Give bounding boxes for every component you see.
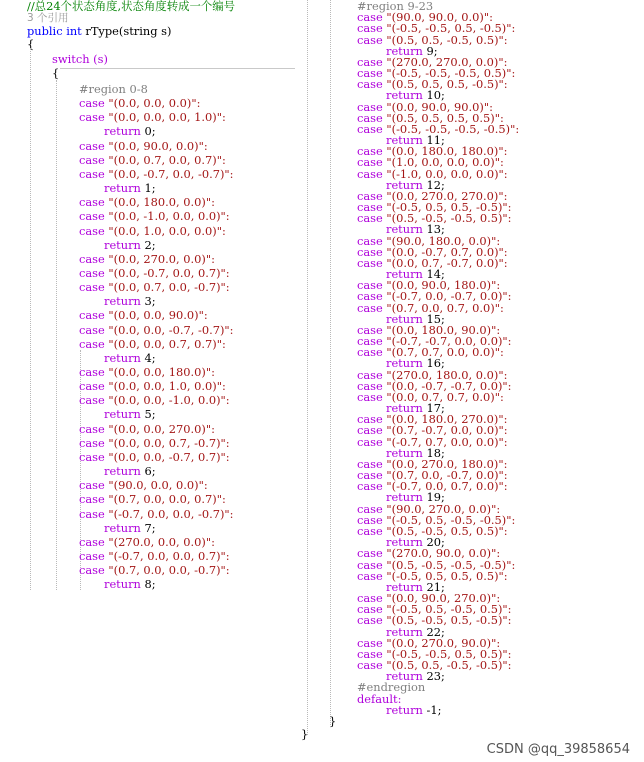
return-statement xyxy=(104,126,156,137)
return-statement xyxy=(104,296,156,307)
case-keyword: case xyxy=(79,195,109,210)
case-keyword: case xyxy=(357,512,387,527)
case-string: "(0.5, 0.5, 0.5, 0.5)": xyxy=(386,110,504,125)
case-string: "(0.0, 0.7, -0.7, 0.0)": xyxy=(386,255,508,270)
case-string: "(0.0, 180.0, 90.0)": xyxy=(386,322,501,337)
case-string: "(0.7, 0.0, -0.7, 0.0)": xyxy=(386,468,508,483)
case-label xyxy=(79,548,230,563)
case-string: "(-0.7, 0.7, 0.0, 0.0)": xyxy=(386,434,508,449)
return-value: 3; xyxy=(144,294,156,309)
return-value: 15; xyxy=(426,311,445,326)
return-value: 18; xyxy=(426,445,445,460)
case-string: "(0.0, 0.0, 270.0)": xyxy=(108,421,215,436)
switch-open-brace: { xyxy=(52,66,60,80)
case-keyword: case xyxy=(357,389,387,404)
case-string: "(0.0, 180.0, 270.0)": xyxy=(386,412,508,427)
case-string: "(0.7, 0.7, 0.0, 0.0)": xyxy=(386,345,504,360)
return-value: 13; xyxy=(426,222,445,237)
case-string: "(-0.5, -0.5, 0.5, -0.5)": xyxy=(386,21,516,36)
case-keyword: case xyxy=(357,345,387,360)
case-keyword: case xyxy=(357,367,387,382)
case-label xyxy=(79,265,230,280)
watermark: CSDN @qq_39858654 xyxy=(486,741,630,757)
case-keyword: case xyxy=(79,379,109,394)
switch-close-brace: } xyxy=(329,714,337,728)
case-keyword: case xyxy=(79,322,109,337)
case-string: "(270.0, 270.0, 0.0)": xyxy=(386,54,508,69)
case-label xyxy=(79,449,230,464)
return-value: 23; xyxy=(426,669,445,684)
case-keyword: case xyxy=(357,32,387,47)
case-keyword: case xyxy=(357,10,387,25)
return-value: 20; xyxy=(426,535,445,550)
case-keyword: case xyxy=(79,492,109,507)
return-keyword: return xyxy=(386,669,427,684)
case-keyword: case xyxy=(357,144,387,159)
method-params: (string s) xyxy=(118,24,172,38)
return-value: 11; xyxy=(426,133,445,148)
case-keyword: case xyxy=(357,244,387,259)
case-string: "(0.7, -0.7, 0.0, 0.0)": xyxy=(386,423,508,438)
case-keyword: case xyxy=(357,289,387,304)
case-keyword: case xyxy=(79,138,109,153)
case-keyword: case xyxy=(357,591,387,605)
case-string: "(0.0, -0.7, 0.0, -0.7)": xyxy=(108,166,234,181)
case-keyword: case xyxy=(357,646,387,661)
case-keyword: case xyxy=(357,121,387,136)
case-keyword: case xyxy=(79,223,109,238)
case-string: "(0.7, 0.0, 0.0, 0.7)": xyxy=(108,492,226,507)
return-value: 6; xyxy=(144,464,156,479)
case-label xyxy=(79,336,226,351)
return-keyword: return xyxy=(104,124,145,139)
case-string: "(0.0, 0.0, -1.0, 0.0)": xyxy=(108,393,230,408)
case-string: "(0.0, 0.7, 0.7, 0.0)": xyxy=(386,389,504,404)
case-keyword: case xyxy=(357,568,387,583)
case-label xyxy=(79,381,226,392)
case-string: "(-0.5, 0.5, 0.5, -0.5)": xyxy=(386,200,512,215)
case-label xyxy=(79,565,230,576)
case-keyword: case xyxy=(79,435,109,450)
case-string: "(-0.7, -0.7, 0.0, 0.0)": xyxy=(386,334,512,349)
return-value: 12; xyxy=(426,177,445,192)
return-value: 2; xyxy=(144,237,156,252)
case-string: "(270.0, 180.0, 0.0)": xyxy=(386,367,508,382)
case-string: "(90.0, 0.0, 0.0)": xyxy=(108,478,208,493)
case-string: "(0.0, 0.0, -0.7, 0.7)": xyxy=(108,449,230,464)
case-string: "(0.0, 0.0, 1.0, 0.0)": xyxy=(108,379,226,394)
case-string: "(0.5, -0.5, 0.5, 0.5)": xyxy=(386,523,508,538)
case-string: "(-0.5, -0.5, -0.5, 0.5)": xyxy=(386,66,516,81)
case-label xyxy=(79,367,215,378)
return-keyword: return xyxy=(386,401,427,416)
case-keyword: case xyxy=(357,188,387,203)
case-keyword: case xyxy=(79,563,109,578)
case-label xyxy=(79,322,234,337)
return-keyword: return xyxy=(104,464,145,479)
case-label xyxy=(79,98,200,109)
case-keyword: case xyxy=(357,166,387,181)
case-label xyxy=(79,152,226,167)
case-keyword: case xyxy=(79,110,109,125)
case-keyword: case xyxy=(357,255,387,270)
return-value: -1; xyxy=(426,702,442,717)
case-string: "(0.0, 0.0, -0.7, -0.7)": xyxy=(108,322,234,337)
return-value: 9; xyxy=(426,43,438,58)
case-label xyxy=(79,494,226,505)
return-value: 0; xyxy=(144,124,156,139)
case-string: "(-0.7, 0.0, -0.7, 0.0)": xyxy=(386,289,512,304)
method-name[interactable]: rType xyxy=(85,24,119,38)
return-keyword: return xyxy=(104,181,145,196)
case-keyword: case xyxy=(357,423,387,438)
case-string: "(90.0, 270.0, 0.0)": xyxy=(386,501,501,516)
return-statement xyxy=(104,520,156,535)
case-keyword: case xyxy=(357,54,387,69)
return-statement xyxy=(386,702,442,717)
return-value: 8; xyxy=(144,577,156,592)
case-string: "(0.0, 90.0, 90.0)": xyxy=(386,99,493,114)
return-keyword: return xyxy=(386,267,427,282)
case-keyword: case xyxy=(79,449,109,464)
case-label xyxy=(79,435,230,450)
case-string: "(-0.7, 0.0, 0.0, 0.7)": xyxy=(108,548,230,563)
case-keyword: case xyxy=(357,110,387,125)
return-value: 5; xyxy=(144,407,156,422)
return-keyword: return xyxy=(386,579,427,594)
return-value: 10; xyxy=(426,88,445,103)
return-statement xyxy=(104,409,156,420)
return-keyword: return xyxy=(386,133,427,148)
case-keyword: case xyxy=(79,265,109,280)
indent-guide xyxy=(330,0,331,725)
case-label xyxy=(79,480,208,491)
return-value: 22; xyxy=(426,624,445,639)
case-string: "(-0.5, -0.5, -0.5, -0.5)": xyxy=(386,121,520,136)
case-string: "(0.5, -0.5, 0.5, -0.5)": xyxy=(386,613,512,628)
indent-guide xyxy=(30,48,31,590)
case-keyword: case xyxy=(357,77,387,92)
case-keyword: case xyxy=(357,456,387,471)
case-keyword: case xyxy=(79,393,109,408)
case-keyword: case xyxy=(79,308,109,323)
case-keyword: case xyxy=(79,166,109,181)
case-keyword: case xyxy=(79,421,109,436)
case-keyword: case xyxy=(357,211,387,226)
return-keyword: return xyxy=(104,350,145,365)
return-statement xyxy=(104,183,156,194)
case-keyword: case xyxy=(357,658,387,673)
case-label xyxy=(79,310,208,321)
case-keyword: case xyxy=(79,96,109,111)
code-pane-right xyxy=(300,0,644,745)
case-string: "(-0.7, 0.0, 0.0, -0.7)": xyxy=(108,506,234,521)
case-string: "(0.0, 1.0, 0.0, 0.0)": xyxy=(108,223,226,238)
case-string: "(0.0, 0.0, 90.0)": xyxy=(108,308,208,323)
case-string: "(0.0, 0.0, 0.0, 1.0)": xyxy=(108,110,226,125)
case-keyword: case xyxy=(79,365,109,379)
case-label xyxy=(79,166,234,181)
return-statement xyxy=(104,350,156,365)
case-keyword: case xyxy=(357,200,387,215)
case-string: "(0.0, -0.7, 0.0, 0.7)": xyxy=(108,265,230,280)
case-keyword: case xyxy=(79,534,109,549)
case-keyword: case xyxy=(79,251,109,266)
case-string: "(0.5, 0.5, 0.5, -0.5)": xyxy=(386,77,508,92)
case-string: "(0.0, 0.0, 0.7, 0.7)": xyxy=(108,336,226,351)
region-directive: #region 9-23 xyxy=(357,0,434,13)
return-keyword: return xyxy=(386,624,427,639)
case-string: "(0.0, 270.0, 0.0)": xyxy=(108,251,215,266)
switch-statement xyxy=(52,54,108,65)
return-keyword: return xyxy=(386,177,427,192)
brace-highlight-line xyxy=(60,68,295,69)
case-string: "(0.0, 0.0, 0.7, -0.7)": xyxy=(108,435,230,450)
return-keyword: return xyxy=(386,490,427,505)
case-keyword: case xyxy=(357,523,387,538)
return-value: 21; xyxy=(426,579,445,594)
case-keyword: case xyxy=(357,557,387,572)
case-string: "(0.0, -0.7, -0.7, 0.0)": xyxy=(386,378,512,393)
method-close-brace: } xyxy=(301,727,309,741)
case-keyword: case xyxy=(357,635,387,650)
case-string: "(0.0, 180.0, 180.0)": xyxy=(386,144,508,159)
return-keyword: return xyxy=(386,222,427,237)
case-string: "(0.5, -0.5, -0.5, -0.5)": xyxy=(386,557,516,572)
return-value: 16; xyxy=(426,356,445,371)
case-string: "(0.0, -0.7, 0.7, 0.0)": xyxy=(386,244,508,259)
case-string: "(0.0, 270.0, 270.0)": xyxy=(386,188,508,203)
return-value: 1; xyxy=(144,181,156,196)
case-keyword: case xyxy=(79,280,109,295)
return-keyword: return xyxy=(386,535,427,550)
region-directive: #region 0-8 xyxy=(79,82,148,96)
return-value: 19; xyxy=(426,490,445,505)
case-keyword: case xyxy=(357,278,387,293)
case-label xyxy=(79,223,226,238)
case-label xyxy=(79,211,230,222)
case-string: "(0.0, 180.0, 0.0)": xyxy=(108,195,215,210)
case-string: "(-0.5, -0.5, 0.5, 0.5)": xyxy=(386,646,512,661)
return-keyword: return xyxy=(104,407,145,422)
case-keyword: case xyxy=(357,546,387,561)
case-keyword: case xyxy=(357,21,387,36)
case-keyword: case xyxy=(357,479,387,494)
case-string: "(0.0, 90.0, 180.0)": xyxy=(386,278,501,293)
case-keyword: case xyxy=(357,233,387,248)
case-string: "(1.0, 0.0, 0.0, 0.0)": xyxy=(386,155,504,170)
case-string: "(0.0, -1.0, 0.0, 0.0)": xyxy=(108,209,230,224)
case-keyword: case xyxy=(79,209,109,224)
case-label xyxy=(79,534,215,549)
case-keyword: case xyxy=(357,300,387,315)
case-string: "(270.0, 90.0, 0.0)": xyxy=(386,546,501,561)
return-keyword: return xyxy=(104,577,145,592)
return-statement xyxy=(104,466,156,477)
case-label xyxy=(79,197,215,208)
return-keyword: return xyxy=(104,294,145,309)
case-label xyxy=(79,251,215,266)
region-directive: #endregion xyxy=(357,680,426,695)
case-keyword: case xyxy=(357,434,387,449)
case-string: "(0.0, 0.7, 0.0, -0.7)": xyxy=(108,280,230,295)
default-label: default: xyxy=(357,691,402,706)
return-value: 7; xyxy=(144,520,156,535)
case-string: "(0.5, -0.5, -0.5, 0.5)": xyxy=(386,211,512,226)
case-keyword: case xyxy=(357,501,387,516)
case-keyword: case xyxy=(357,66,387,81)
method-open-brace: { xyxy=(27,37,35,51)
case-keyword: case xyxy=(357,412,387,427)
case-keyword: case xyxy=(357,602,387,617)
case-label xyxy=(79,421,215,436)
case-string: "(0.0, 90.0, 0.0)": xyxy=(108,138,208,153)
case-string: "(90.0, 90.0, 0.0)": xyxy=(386,10,493,25)
case-string: "(-1.0, 0.0, 0.0, 0.0)": xyxy=(386,166,508,181)
case-keyword: case xyxy=(79,152,109,167)
signature-keywords: public int xyxy=(27,24,86,38)
return-keyword: return xyxy=(386,702,427,717)
indent-guide xyxy=(56,80,57,590)
return-statement xyxy=(104,237,156,252)
header-comment: //总24个状态角度,状态角度转成一个编号 xyxy=(27,0,236,13)
case-string: "(-0.5, 0.5, -0.5, 0.5)": xyxy=(386,602,512,617)
indent-guide xyxy=(307,0,308,735)
case-string: "(0.0, 270.0, 180.0)": xyxy=(386,456,508,471)
return-statement xyxy=(104,579,156,590)
case-label xyxy=(79,138,208,153)
method-signature xyxy=(27,26,171,37)
return-value: 4; xyxy=(144,350,156,365)
case-string: "(0.5, 0.5, -0.5, 0.5)": xyxy=(386,32,508,47)
case-string: "(-0.5, 0.5, 0.5, 0.5)": xyxy=(386,568,508,583)
case-string: "(90.0, 180.0, 0.0)": xyxy=(386,233,501,248)
case-label xyxy=(79,282,230,293)
case-string: "(0.0, 90.0, 270.0)": xyxy=(386,591,501,605)
switch-text: switch (s) xyxy=(52,52,108,66)
return-value: 14; xyxy=(426,267,445,282)
return-keyword: return xyxy=(386,356,427,371)
case-keyword: case xyxy=(357,613,387,628)
code-pane-left xyxy=(0,0,300,590)
return-value: 17; xyxy=(426,401,445,416)
case-keyword: case xyxy=(357,155,387,170)
case-string: "(0.7, 0.0, 0.0, -0.7)": xyxy=(108,563,230,578)
case-keyword: case xyxy=(357,378,387,393)
case-keyword: case xyxy=(79,506,109,521)
case-string: "(-0.5, 0.5, -0.5, -0.5)": xyxy=(386,512,516,527)
return-keyword: return xyxy=(386,43,427,58)
case-label xyxy=(79,395,230,406)
case-string: "(0.0, 0.7, 0.0, 0.7)": xyxy=(108,152,226,167)
case-keyword: case xyxy=(357,468,387,483)
case-string: "(270.0, 0.0, 0.0)": xyxy=(108,534,215,549)
return-keyword: return xyxy=(104,237,145,252)
case-string: "(0.0, 270.0, 90.0)": xyxy=(386,635,501,650)
case-keyword: case xyxy=(79,336,109,351)
case-string: "(0.5, 0.5, -0.5, -0.5)": xyxy=(386,658,512,673)
case-string: "(0.0, 0.0, 0.0)": xyxy=(108,96,201,111)
case-string: "(0.0, 0.0, 180.0)": xyxy=(108,365,215,379)
case-string: "(0.7, 0.0, 0.7, 0.0)": xyxy=(386,300,504,315)
case-keyword: case xyxy=(79,548,109,563)
case-keyword: case xyxy=(357,99,387,114)
case-keyword: case xyxy=(357,334,387,349)
case-label xyxy=(79,112,226,123)
return-keyword: return xyxy=(386,88,427,103)
case-keyword: case xyxy=(79,478,109,493)
return-keyword: return xyxy=(386,311,427,326)
case-label xyxy=(79,506,234,521)
return-keyword: return xyxy=(386,445,427,460)
references-codelens[interactable]: 3 个引用 xyxy=(27,12,69,24)
case-keyword: case xyxy=(357,322,387,337)
case-string: "(-0.7, 0.0, 0.7, 0.0)": xyxy=(386,479,508,494)
return-keyword: return xyxy=(104,520,145,535)
